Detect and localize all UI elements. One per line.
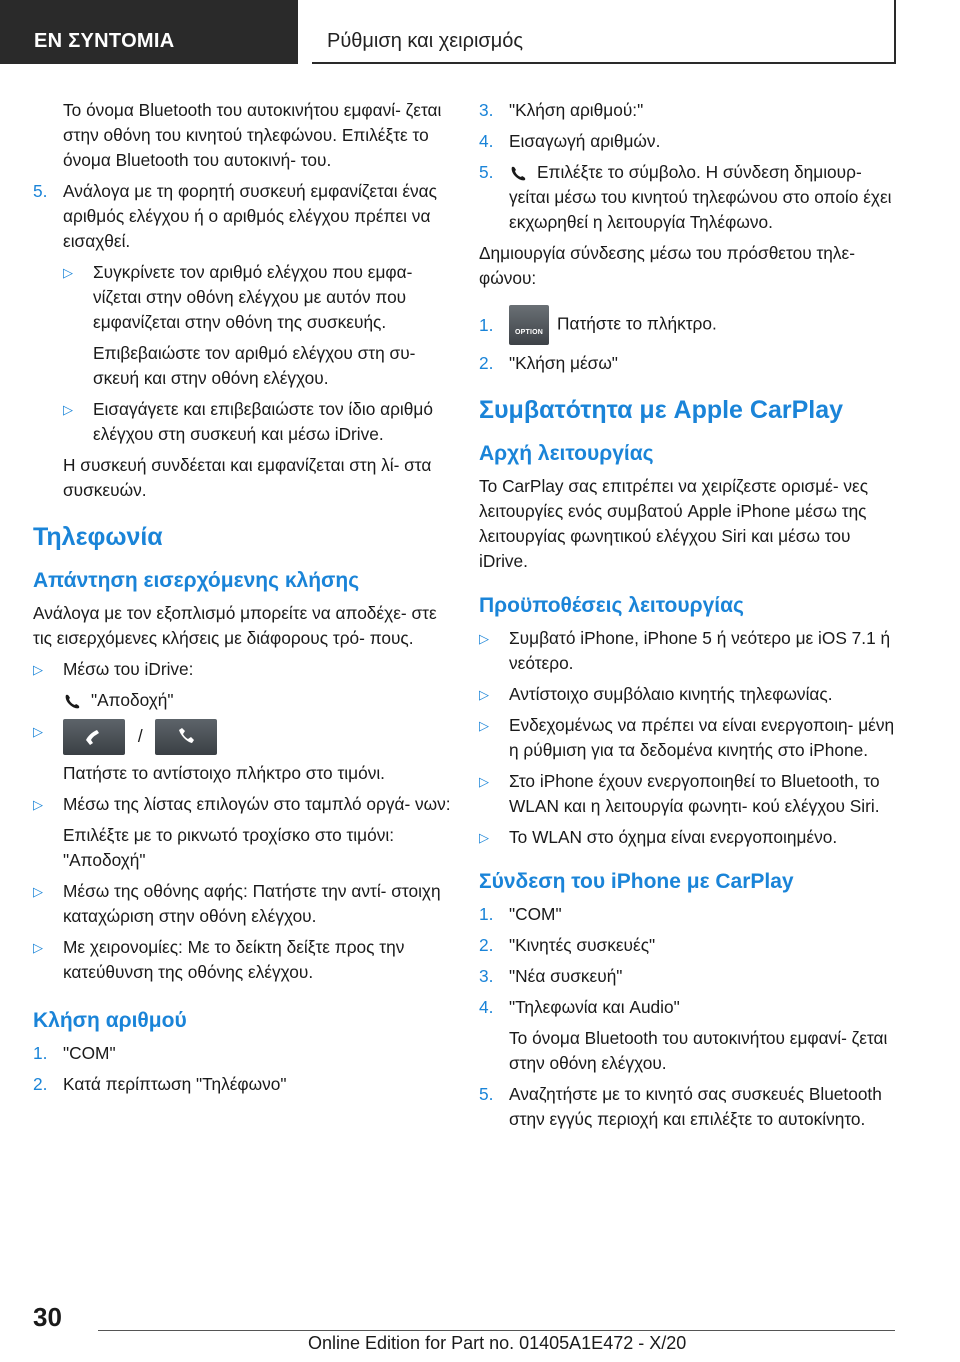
connect-step-5 <box>479 1082 899 1132</box>
end-call-button-icon <box>155 719 217 755</box>
idrive-accept-line <box>33 688 451 713</box>
bullet-marker-icon: ▷ <box>33 724 43 739</box>
step-text: "Κλήση αριθμού:" <box>509 100 644 120</box>
prereq-1 <box>479 626 899 676</box>
chapter-tab[interactable] <box>0 0 298 64</box>
bullet-marker-icon: ▷ <box>63 265 73 280</box>
bullet-steering-buttons <box>33 719 451 755</box>
step-text: Κατά περίπτωση "Τηλέφωνο" <box>63 1074 287 1094</box>
dial-step-2 <box>33 1072 451 1097</box>
heading-connect-carplay: Σύνδεση του iPhone με CarPlay <box>479 870 794 893</box>
step-text: Αναζητήστε με το κινητό σας συσκευές Bluetooth στην εγγύς περιοχή και επιλέξτε το αυτοκίνητο. <box>509 1084 882 1129</box>
heading-dial-number: Κλήση αριθμού <box>33 1009 187 1032</box>
bullet-gesture <box>33 935 451 985</box>
bullet-idrive <box>33 657 451 682</box>
bullet-marker-icon: ▷ <box>33 662 43 677</box>
step-number: 4. <box>479 997 494 1017</box>
prereq-5 <box>479 825 899 850</box>
step-text: Ανάλογα με τη φορητή συσκευή εμφανίζεται ένας αριθμός ελέγχου ή ο αριθμός ελέγχου πρέπει να εισαχθεί. <box>63 181 437 251</box>
heading-telephony: Τηλεφωνία <box>33 523 163 551</box>
step-text: "COM" <box>509 904 562 924</box>
step-text: Εισαγωγή αριθμών. <box>509 131 661 151</box>
accept-call-button-icon <box>63 719 125 755</box>
steering-buttons-text: Πατήστε το αντίστοιχο πλήκτρο στο τιμόνι. <box>63 763 385 783</box>
bullet-text: Μέσω του iDrive: <box>63 659 194 679</box>
bullet-text: Με χειρονομίες: Με το δείκτη δείξτε προς την κατεύθυνση της οθόνης ελέγχου. <box>63 937 405 982</box>
bullet-note: Επιβεβαιώστε τον αριθμό ελέγχου στη συ- σκευή και στην οθόνη ελέγχου. <box>93 343 416 388</box>
dial-step-5 <box>479 160 899 235</box>
incoming-paragraph: Ανάλογα με τον εξοπλισμό μπορείτε να αποδέχε- στε τις εισερχόμενες κλήσεις με διάφορους τρό- πους. <box>33 603 437 648</box>
bullet-text: Ενδεχομένως να πρέπει να είναι ενεργοποιη- μένη η ρύθμιση για τα δεδομένα κινητής στο iPhone. <box>509 715 895 760</box>
bullet-marker-icon: ▷ <box>479 718 489 733</box>
section-title-box <box>312 0 896 64</box>
principle-paragraph: Το CarPlay σας επιτρέπει να χειρίζεστε ορισμέ- νες λειτουργίες ενός συμβατού Apple iPhone μέσω της λειτουργίας φωνητικού ελέγχου Siri και μέσω του iDrive. <box>479 476 869 571</box>
handset-icon <box>63 693 83 709</box>
connected-paragraph: Η συσκευή συνδέεται και εμφανίζεται στη λί- στα συσκευών. <box>63 455 432 500</box>
footer-divider <box>98 1330 895 1331</box>
section-title: Ρύθμιση και χειρισμός <box>327 30 524 52</box>
prereq-4 <box>479 769 899 819</box>
step-text: Επιλέξτε το σύμβολο. Η σύνδεση δημιουρ- γείται μέσω του κινητού τηλεφώνου στο οποίο έχει εκχωρηθεί η λειτουργία Τηλέφωνο. <box>509 162 892 232</box>
dial-step-4 <box>479 129 899 154</box>
step-number: 1. <box>33 1043 48 1063</box>
connect-step-4 <box>479 995 899 1020</box>
bullet-text: Αντίστοιχο συμβόλαιο κινητής τηλεφωνίας. <box>509 684 833 704</box>
step-text: "Κλήση μέσω" <box>509 353 618 373</box>
step-number: 3. <box>479 966 494 986</box>
bullet-text: Μέσω της λίστας επιλογών στο ταμπλό οργά- νων: <box>63 794 451 814</box>
edition-info: Online Edition for Part no. 01405A1E472 - X/20 <box>308 1333 687 1353</box>
left-column <box>33 98 451 1103</box>
bullet-compare <box>33 260 451 335</box>
bullet-text: Συμβατό iPhone, iPhone 5 ή νεότερο με iOS 7.1 ή νεότερο. <box>509 628 891 673</box>
heading-carplay: Συμβατότητα με Apple CarPlay <box>479 396 844 424</box>
page-header <box>0 0 960 66</box>
bullet-touchscreen <box>33 879 451 929</box>
step-number: 1. <box>479 314 494 335</box>
page-number: 30 <box>33 1302 62 1332</box>
connect-step-4-note: Το όνομα Bluetooth του αυτοκινήτου εμφανί- ζεται στην οθόνη ελέγχου. <box>509 1028 888 1073</box>
step-number: 2. <box>33 1074 48 1094</box>
bullet-text: Συγκρίνετε τον αριθμό ελέγχου που εμφα- νίζεται στην οθόνη ελέγχου με αυτόν που εμφανίζεται στην οθόνη της συσκευής. <box>93 262 413 332</box>
step-number: 4. <box>479 131 494 151</box>
bullet-text: Εισαγάγετε και επιβεβαιώστε τον ίδιο αριθμό ελέγχου στη συσκευή και μέσω iDrive. <box>93 399 433 444</box>
bullet-marker-icon: ▷ <box>33 940 43 955</box>
bullet-text: Στο iPhone έχουν ενεργοποιηθεί το Bluetooth, το WLAN και η λειτουργία φωνητι- κού ελέγχου Siri. <box>509 771 880 816</box>
option-button-label: OPTION <box>514 329 544 336</box>
bullet-text: Μέσω της οθόνης αφής: Πατήστε την αντί- στοιχη καταχώριση στην οθόνη ελέγχου. <box>63 881 441 926</box>
handset-icon <box>509 165 529 181</box>
prereq-3 <box>479 713 899 763</box>
connect-step-1 <box>479 902 899 927</box>
extra-step-2 <box>479 351 899 376</box>
step-number: 5. <box>33 181 48 201</box>
bullet-marker-icon: ▷ <box>33 797 43 812</box>
step-5 <box>33 179 451 254</box>
step-number: 5. <box>479 1084 494 1104</box>
accept-label: "Αποδοχή" <box>91 690 174 710</box>
bullet-selection-list <box>33 792 451 817</box>
step-number: 2. <box>479 935 494 955</box>
bullet-text: Το WLAN στο όχημα είναι ενεργοποιημένο. <box>509 827 838 847</box>
bullet-enter <box>33 397 451 447</box>
step-number: 3. <box>479 100 494 120</box>
step-text: "Νέα συσκευή" <box>509 966 623 986</box>
bullet-marker-icon: ▷ <box>479 774 489 789</box>
right-column <box>479 98 899 1138</box>
step-text: "Κινητές συσκευές" <box>509 935 656 955</box>
dial-step-3 <box>479 98 899 123</box>
step-number: 1. <box>479 904 494 924</box>
additional-phone-paragraph: Δημιουργία σύνδεσης μέσω του πρόσθετου τηλε- φώνου: <box>479 243 855 288</box>
step-number: 5. <box>479 162 494 182</box>
dial-step-1 <box>33 1041 451 1066</box>
bullet-marker-icon: ▷ <box>63 402 73 417</box>
option-button-icon <box>509 305 549 345</box>
connect-step-3 <box>479 964 899 989</box>
bullet-marker-icon: ▷ <box>479 631 489 646</box>
intro-paragraph: Το όνομα Bluetooth του αυτοκινήτου εμφανί- ζεται στην οθόνη του κινητού τηλεφώνου. Επιλέξτε το όνομα Bluetooth του αυτοκινή- του. <box>63 100 442 170</box>
heading-principle: Αρχή λειτουργίας <box>479 442 654 465</box>
selection-list-text: Επιλέξτε με το ρικνωτό τροχίσκο στο τιμόνι: "Αποδοχή" <box>63 825 394 870</box>
heading-incoming-call: Απάντηση εισερχόμενης κλήσης <box>33 569 360 592</box>
extra-step-1 <box>479 305 899 345</box>
prereq-2 <box>479 682 899 707</box>
step-text: "Τηλεφωνία και Audio" <box>509 997 680 1017</box>
connect-step-2 <box>479 933 899 958</box>
step-text: Πατήστε το πλήκτρο. <box>557 313 717 334</box>
bullet-marker-icon: ▷ <box>33 884 43 899</box>
bullet-marker-icon: ▷ <box>479 687 489 702</box>
chapter-tab-label: ΕΝ ΣΥΝΤΟΜΙΑ <box>34 30 175 52</box>
button-separator: / <box>137 725 143 746</box>
heading-prerequisites: Προϋποθέσεις λειτουργίας <box>479 594 744 617</box>
step-number: 2. <box>479 353 494 373</box>
step-text: "COM" <box>63 1043 116 1063</box>
bullet-marker-icon: ▷ <box>479 830 489 845</box>
